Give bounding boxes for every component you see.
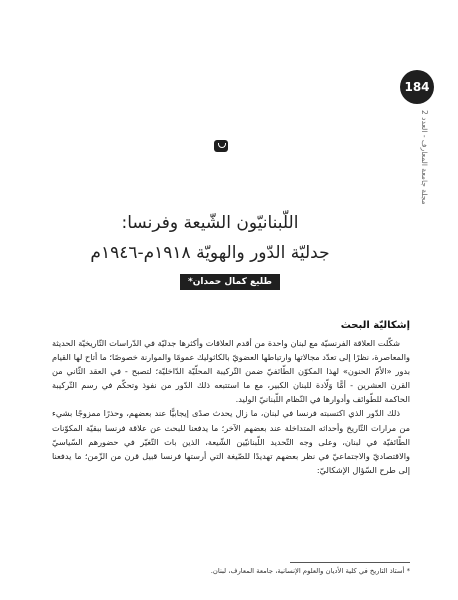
running-header: مجلة جامعة المعارف - العدد 2	[420, 110, 429, 205]
paragraph-1: شكّلت العلاقة الفرنسيّة مع لبنان واحدة من أقدم العلاقات وأكثرها جدليّة في الدّراسات التّاريخيّة الحديثة والمعاصرة، نظرًا إلى تعدّد مجالاتها وارتباطها العضويّ بالكاثوليك عمومًا والموارنة خصوصًا؛ ما أتاح لها القيام بدور «الأمّ الحنون» لهذا المكوّن الطّائفيّ ضمن التّركيبة المحلّيّة الدّاخليّة؛ لتصبح - في العقد الثّاني من القرن العشرين - أمًّا وَلّادة للبنان الكبير، مع ما استتبعه ذلك الدّور من نفوذ وتحكّم في رسم التّركيبة الحاكمة للطّوائف وأدوارها في النّظام اللّبنانيّ الوليد.	[52, 338, 410, 405]
journal-logo-icon	[214, 140, 228, 152]
footnote-divider	[290, 562, 410, 563]
article-title	[40, 208, 380, 268]
body-text	[52, 336, 410, 477]
author-name: طليع كمال حمدان*	[180, 274, 280, 290]
section-heading: إشكاليّة البحث	[340, 320, 410, 331]
footnote: * أستاذ التاريخ في كلية الأديان والعلوم الإنسانية، جامعة المعارف، لبنان.	[210, 567, 410, 575]
page-number-badge: 184	[400, 70, 434, 104]
title-line-1: اللّبنانيّون الشّيعة وفرنسا:	[121, 213, 299, 233]
paragraph-2: ذلك الدّور الذي اكتسبته فرنسا في لبنان، ما زال يحدث صدًى إيجابيًّا عند بعضهم، وحذرًا ممزوجًا بشيء من مرارات التّاريخ وأحداثه المتداخلة عند بعضهم الآخر؛ ما يدفعنا للبحث عن علاقة فرنسا ببقيّة المكوّنات الطّائفيّة في لبنان، وعلى وجه التّحديد اللّبنانيّين الشّيعة، الذين بات التّغيّر في حضورهم السّياسيّ والاقتصاديّ والاجتماعيّ في نظر بعضهم تهديدًا للصّيغة التي أرستها فرنسا قبيل قرن من الزّمن؛ ما يدفعنا إلى طرح السّؤال الإشكاليّ:	[52, 408, 410, 475]
title-line-2: جدليّة الدّور والهويّة ١٩١٨م-١٩٤٦م	[90, 243, 330, 263]
